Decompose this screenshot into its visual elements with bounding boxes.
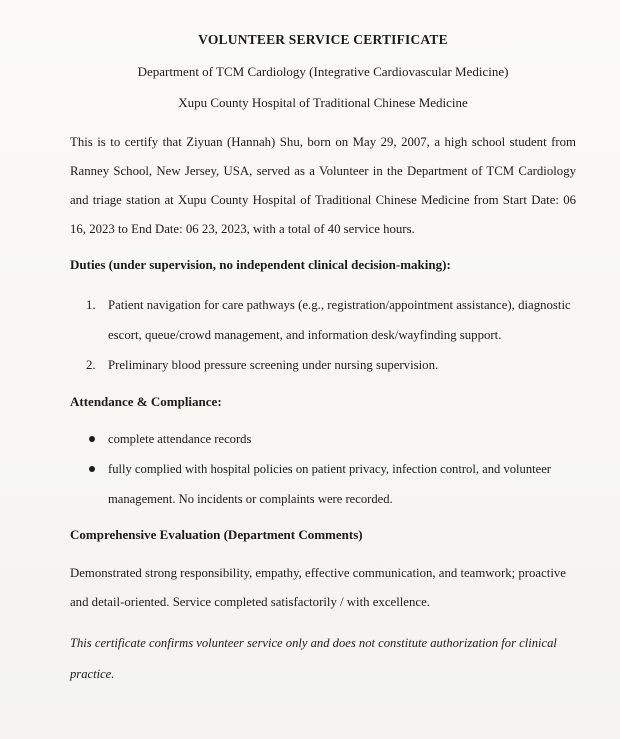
department-name: Department of TCM Cardiology (Integrative Cardiovascular Medicine): [137, 64, 509, 79]
hospital-name: Xupu County Hospital of Traditional Chinese Medicine: [178, 95, 468, 110]
duty-number: 2.: [86, 358, 96, 372]
duty-number: 1.: [86, 298, 96, 312]
attendance-text: fully complied with hospital policies on patient privacy, infection control, and volunteer management. No incidents or complaints were recorded.: [108, 462, 552, 506]
evaluation-heading: Comprehensive Evaluation (Department Comments): [70, 527, 363, 542]
attendance-item: [70, 424, 576, 454]
certification-statement: This is to certify that Ziyuan (Hannah) Shu, born on May 29, 2007, a high school student from Ranney School, New Jersey, USA, served as a Volunteer in the Department of TCM Cardiology and triage station at Xupu County Hospital of Traditional Chinese Medicine from Start Date: 06 16, 2023 to End Date: 06 23, 2023, with a total of 40 service hours.: [70, 135, 576, 236]
attendance-heading: Attendance & Compliance:: [70, 394, 222, 409]
duty-text: Patient navigation for care pathways (e.g., registration/appointment assistance), diagnostic escort, queue/crowd management, and information desk/wayfinding support.: [108, 298, 571, 342]
attendance-item: [70, 454, 576, 514]
certificate-disclaimer: This certificate confirms volunteer service only and does not constitute authorization for clinical practice.: [70, 636, 557, 681]
duty-item: [70, 350, 576, 380]
duties-list: [70, 290, 576, 380]
bullet-icon: [89, 466, 95, 472]
bullet-icon: [89, 436, 95, 442]
duty-item: [70, 290, 576, 350]
duties-heading: Duties (under supervision, no independent clinical decision-making):: [70, 257, 451, 272]
duty-text: Preliminary blood pressure screening under nursing supervision.: [108, 358, 439, 372]
attendance-list: [70, 424, 576, 514]
attendance-text: complete attendance records: [108, 432, 252, 446]
certificate-title: VOLUNTEER SERVICE CERTIFICATE: [198, 32, 448, 47]
evaluation-comments: Demonstrated strong responsibility, empathy, effective communication, and teamwork; proactive and detail-oriented. Service completed satisfactorily / with excellence.: [70, 566, 566, 609]
